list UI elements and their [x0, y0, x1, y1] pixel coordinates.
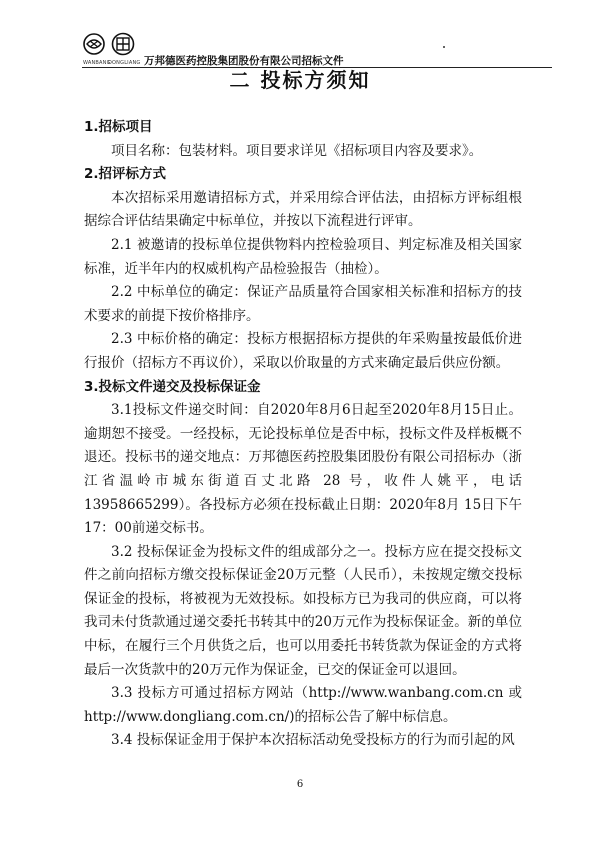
page-number: 6 [296, 779, 304, 790]
paragraph: 3.1投标文件递交时间：自2020年8月6日起至2020年8月15日止。逾期恕不接受。一经投标，无论投标单位是否中标，投标文件及样板概不退还。投标书的递交地点：万邦德医药控股集团股份有限公司招标办（浙江省温岭市城东街道百丈北路 28 号，收件人姚平，电话13958665299）。各投标方必须在投标截止日期：2020年8月 15日下午17：00前递交标书。 [84, 402, 522, 537]
section-heading: 1.招标项目 [84, 119, 153, 135]
paragraph: 项目名称：包装材料。项目要求详见《招标项目内容及要求》。 [111, 142, 483, 159]
section-heading: 3.投标文件递交及投标保证金 [84, 378, 261, 395]
paragraph: 3.2 投标保证金为投标文件的组成部分之一。投标方应在提交投标文件之前向招标方缴交投标保证金20万元整（人民币），未按规定缴交投标保证金的投标，将被视为无效投标。如投标方已为我司的供应商，可以将我司未付货款通过递交委托书转其中的20万元作为投标保证金。新的单位中标，在履行三个月供货之后，也可以用委托书转货款为保证金的方式将最后一次货款中的20万元作为保证金，已交的保证金可以退回。 [84, 543, 522, 678]
paragraph: 2.3 中标价格的确定：投标方根据招标方提供的年采购量按最低价进行报价（招标方不再议价），采取以价取量的方式来确定最后供应份额。 [84, 331, 522, 371]
paragraph: 3.3 投标方可通过招标方网站（http://www.wanbang.com.cn 或 http://www.dongliang.com.cn/)的招标公告了解中标信息。 [84, 685, 522, 725]
logo-left-caption: WANBANG [83, 60, 111, 66]
paragraph: 本次招标采用邀请招标方式，并采用综合评估法，由招标方评标组根据综合评估结果确定中标单位，并按以下流程进行评审。 [84, 189, 522, 230]
scan-speck [443, 46, 445, 48]
document-body [84, 116, 522, 753]
paragraph: 2.2 中标单位的确定：保证产品质量符合国家相关标准和招标方的技术要求的前提下按价格排序。 [84, 284, 522, 324]
paragraph: 2.1 被邀请的投标单位提供物料内控检验项目、判定标准及相关国家标准，近半年内的权威机构产品检验报告（抽检）。 [84, 236, 522, 277]
paragraph: 3.4 投标保证金用于保护本次招标活动免受投标方的行为而引起的风 [111, 732, 515, 749]
page-title: 二 投标方须知 [229, 68, 371, 92]
header-company-text: 万邦德医药控股集团股份有限公司招标文件 [144, 55, 344, 67]
section-heading: 2.招评标方式 [84, 166, 167, 183]
logo-right-caption: DONGLIANG [108, 60, 141, 66]
dongliang-logo-icon [110, 32, 136, 62]
wanbang-logo-icon [82, 32, 106, 62]
